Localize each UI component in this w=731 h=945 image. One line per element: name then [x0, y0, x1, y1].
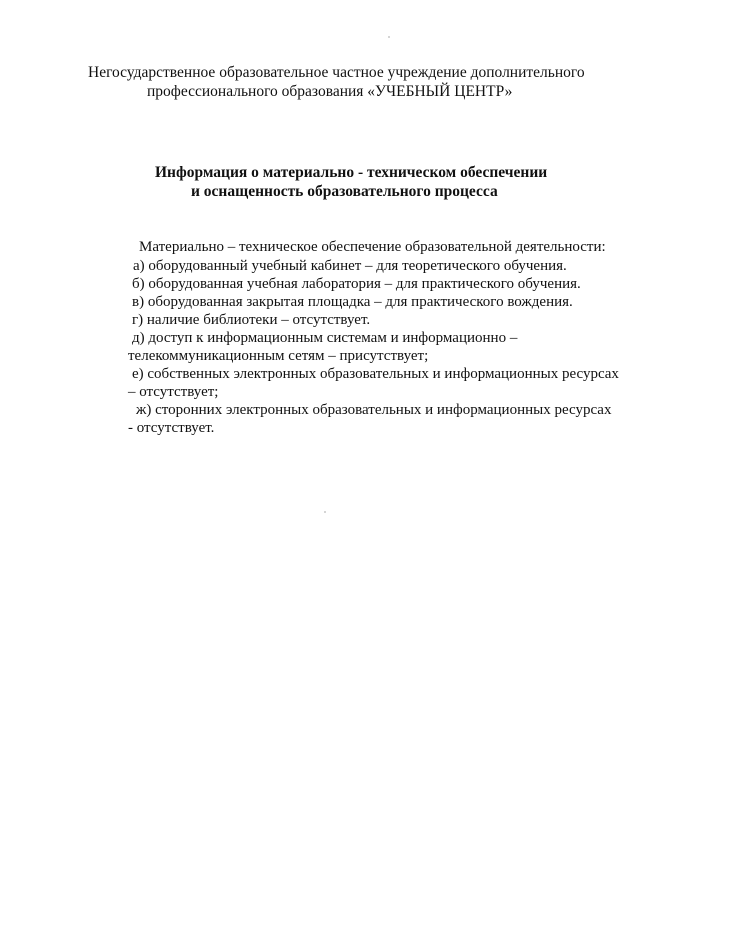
document-title-line-1: Информация о материально - техническом обеспечении — [155, 164, 548, 181]
body-item-c: в) оборудованная закрытая площадка – для практического вождения. — [132, 294, 573, 310]
body-item-a: а) оборудованный учебный кабинет – для теоретического обучения. — [133, 258, 567, 274]
organization-name-line-2: профессионального образования «УЧЕБНЫЙ ЦЕНТР» — [147, 83, 513, 100]
document-title-line-2: и оснащенность образовательного процесса — [191, 183, 498, 200]
body-item-g-line-2: - отсутствует. — [128, 420, 215, 436]
body-item-b: б) оборудованная учебная лаборатория – для практического обучения. — [132, 276, 581, 292]
body-item-f-line-1: е) собственных электронных образовательных и информационных ресурсах — [132, 366, 619, 382]
body-item-g-line-1: ж) сторонних электронных образовательных и информационных ресурсах — [136, 402, 612, 418]
body-item-f-line-2: – отсутствует; — [128, 384, 219, 400]
scan-speck — [388, 36, 390, 38]
body-item-e-line-1: д) доступ к информационным системам и информационно – — [132, 330, 518, 346]
body-item-d: г) наличие библиотеки – отсутствует. — [132, 312, 371, 328]
body-intro-line: Материально – техническое обеспечение образовательной деятельности: — [139, 239, 606, 255]
organization-name-line-1: Негосударственное образовательное частное учреждение дополнительного — [88, 64, 585, 81]
body-item-e-line-2: телекоммуникационным сетям – присутствует; — [128, 348, 429, 364]
scan-speck — [324, 511, 326, 513]
